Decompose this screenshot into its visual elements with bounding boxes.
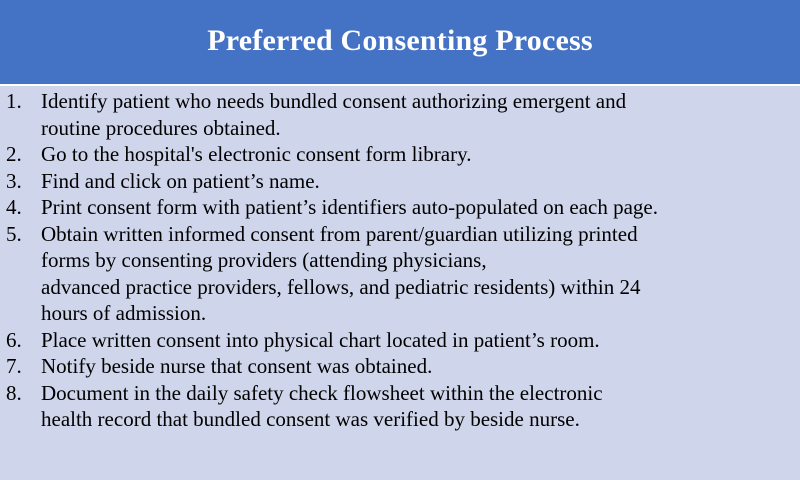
step-number: 7. (6, 354, 22, 378)
step-text-line: advanced practice providers, fellows, and pediatric residents) within 24 (41, 274, 641, 299)
step-number: 6. (6, 327, 22, 352)
list-item (0, 327, 800, 354)
steps-list (0, 88, 800, 433)
step-text-line: health record that bundled consent was verified by beside nurse. (41, 407, 580, 431)
list-item (0, 88, 800, 141)
step-text-line: forms by consenting providers (attending physicians, (41, 248, 487, 272)
step-text-line: Place written consent into physical chart located in patient’s room. (41, 327, 600, 352)
step-number: 1. (6, 89, 22, 113)
step-text-line: Notify beside nurse that consent was obtained. (41, 354, 433, 378)
step-text-line: Obtain written informed consent from parent/guardian utilizing printed (41, 221, 638, 246)
list-item (0, 194, 800, 221)
step-number: 5. (6, 221, 22, 246)
step-number: 3. (6, 168, 22, 193)
step-number: 2. (6, 142, 22, 166)
step-number: 8. (6, 380, 22, 405)
list-item (0, 221, 800, 327)
step-text-line: Document in the daily safety check flowsheet within the electronic (41, 380, 603, 405)
title-banner (0, 0, 800, 86)
list-item (0, 168, 800, 195)
step-number: 4. (6, 195, 22, 219)
step-text-line: hours of admission. (41, 301, 207, 325)
step-text-line: Print consent form with patient’s identifiers auto-populated on each page. (41, 195, 658, 219)
step-text-line: Identify patient who needs bundled consent authorizing emergent and (41, 89, 627, 113)
step-text-line: Find and click on patient’s name. (41, 168, 320, 193)
list-item (0, 141, 800, 168)
step-text-line: Go to the hospital's electronic consent form library. (41, 142, 472, 166)
list-item (0, 380, 800, 433)
page-title: Preferred Consenting Process (207, 24, 593, 57)
list-item (0, 353, 800, 380)
step-text-line: routine procedures obtained. (41, 115, 281, 140)
